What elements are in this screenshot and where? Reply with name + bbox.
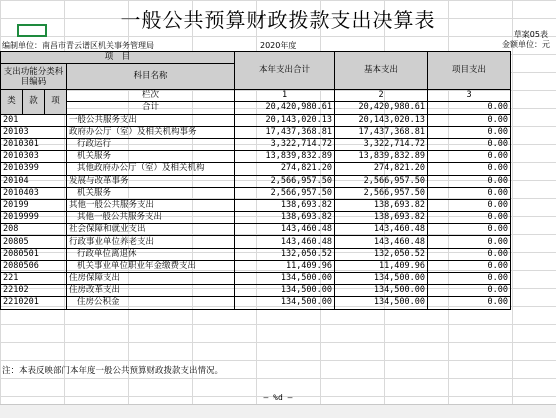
row-basic: 134,500.00 xyxy=(335,273,428,285)
row-project: 0.00 xyxy=(428,163,511,175)
row-subject-name: 机关服务 xyxy=(67,151,235,163)
row-code: 2010301 xyxy=(1,138,67,150)
row-basic: 138,693.82 xyxy=(335,199,428,211)
table-row xyxy=(1,151,511,163)
table-row xyxy=(1,126,511,138)
row-project: 0.00 xyxy=(428,114,511,126)
row-subject-name: 发展与改革事务 xyxy=(67,175,235,187)
row-project: 0.00 xyxy=(428,199,511,211)
row-subject-name: 机关服务 xyxy=(67,187,235,199)
header-lei: 类 xyxy=(1,90,23,114)
table-row xyxy=(1,285,511,297)
row-total: 2,566,957.50 xyxy=(235,175,335,187)
header-subject-name: 科目名称 xyxy=(67,64,235,90)
row-subject-name: 住房公积金 xyxy=(67,297,235,309)
header-project-expenditure: 项目支出 xyxy=(428,52,511,90)
row-subject-name: 其他一般公共服务支出 xyxy=(67,212,235,224)
row-project: 0.00 xyxy=(428,236,511,248)
table-row xyxy=(1,114,511,126)
row-subject-name: 政府办公厅（室）及相关机构事务 xyxy=(67,126,235,138)
row-basic: 134,500.00 xyxy=(335,285,428,297)
fiscal-year: 2020年度 xyxy=(260,41,297,50)
row-subject-name: 行政事业单位养老支出 xyxy=(67,236,235,248)
row-subject-name: 住房保障支出 xyxy=(67,273,235,285)
row-code: 22102 xyxy=(1,285,67,297)
row-project: 0.00 xyxy=(428,285,511,297)
header-function-code: 支出功能分类科目编码 xyxy=(1,64,67,90)
row-total: 11,409.96 xyxy=(235,260,335,272)
row-total: 134,500.00 xyxy=(235,285,335,297)
row-total: 138,693.82 xyxy=(235,199,335,211)
row-code: 208 xyxy=(1,224,67,236)
row-project: 0.00 xyxy=(428,212,511,224)
header-basic-expenditure: 基本支出 xyxy=(335,52,428,90)
row-total: 17,437,368.81 xyxy=(235,126,335,138)
row-total: 20,143,020.13 xyxy=(235,114,335,126)
row-project: 0.00 xyxy=(428,151,511,163)
horizontal-scrollbar[interactable] xyxy=(0,404,556,418)
row-subject-name: 社会保障和就业支出 xyxy=(67,224,235,236)
row-project: 0.00 xyxy=(428,273,511,285)
table-row xyxy=(1,187,511,199)
table-row xyxy=(1,199,511,211)
row-basic: 274,821.20 xyxy=(335,163,428,175)
expenditure-table xyxy=(0,51,511,310)
header-xiang: 项 xyxy=(45,90,67,114)
row-basic: 13,839,832.89 xyxy=(335,151,428,163)
row-basic: 2,566,957.50 xyxy=(335,175,428,187)
row-basic: 134,500.00 xyxy=(335,297,428,309)
row-basic: 11,409.96 xyxy=(335,260,428,272)
row-basic: 143,460.48 xyxy=(335,224,428,236)
sum-project: 0.00 xyxy=(428,102,511,114)
sum-label: 合计 xyxy=(67,102,235,114)
row-total: 138,693.82 xyxy=(235,212,335,224)
col-number-1: 1 xyxy=(235,90,335,102)
row-code: 2080506 xyxy=(1,260,67,272)
table-note: 注：本表反映部门本年度一般公共预算财政拨款支出情况。 xyxy=(2,366,224,376)
row-basic: 132,050.52 xyxy=(335,248,428,260)
sum-total: 20,420,980.61 xyxy=(235,102,335,114)
table-body xyxy=(1,114,511,309)
header-kuan: 款 xyxy=(23,90,45,114)
row-basic: 17,437,368.81 xyxy=(335,126,428,138)
organization-label: 编制单位：南昌市青云谱区机关事务管理局 xyxy=(2,41,154,50)
table-row xyxy=(1,224,511,236)
row-project: 0.00 xyxy=(428,187,511,199)
row-basic: 3,322,714.72 xyxy=(335,138,428,150)
row-code: 20199 xyxy=(1,199,67,211)
row-total: 13,839,832.89 xyxy=(235,151,335,163)
table-row xyxy=(1,138,511,150)
row-project: 0.00 xyxy=(428,297,511,309)
row-project: 0.00 xyxy=(428,175,511,187)
row-subject-name: 其他一般公共服务支出 xyxy=(67,199,235,211)
row-code: 20104 xyxy=(1,175,67,187)
row-code: 2080501 xyxy=(1,248,67,260)
row-total: 3,322,714.72 xyxy=(235,138,335,150)
row-total: 2,566,957.50 xyxy=(235,187,335,199)
sum-basic: 20,420,980.61 xyxy=(335,102,428,114)
row-basic: 20,143,020.13 xyxy=(335,114,428,126)
row-subject-name: 住房改革支出 xyxy=(67,285,235,297)
row-code: 201 xyxy=(1,114,67,126)
table-row xyxy=(1,260,511,272)
row-total: 143,460.48 xyxy=(235,236,335,248)
row-total: 134,500.00 xyxy=(235,273,335,285)
row-total: 274,821.20 xyxy=(235,163,335,175)
row-code: 221 xyxy=(1,273,67,285)
row-subject-name: 行政单位离退休 xyxy=(67,248,235,260)
page-number-footer: — %d — xyxy=(263,393,293,402)
form-number: 草案05表 xyxy=(513,30,548,39)
row-project: 0.00 xyxy=(428,138,511,150)
row-subject-name: 机关事业单位职业年金缴费支出 xyxy=(67,260,235,272)
row-project: 0.00 xyxy=(428,224,511,236)
row-total: 143,460.48 xyxy=(235,224,335,236)
currency-unit: 金额单位：元 xyxy=(502,40,550,49)
row-project: 0.00 xyxy=(428,260,511,272)
row-code: 2210201 xyxy=(1,297,67,309)
row-order-label: 栏次 xyxy=(67,90,235,102)
col-number-3: 3 xyxy=(428,90,511,102)
table-row xyxy=(1,248,511,260)
row-subject-name: 行政运行 xyxy=(67,138,235,150)
row-basic: 2,566,957.50 xyxy=(335,187,428,199)
table-row xyxy=(1,297,511,309)
row-code: 20805 xyxy=(1,236,67,248)
row-code: 2010303 xyxy=(1,151,67,163)
table-row xyxy=(1,163,511,175)
row-total: 134,500.00 xyxy=(235,297,335,309)
row-basic: 138,693.82 xyxy=(335,212,428,224)
table-row xyxy=(1,273,511,285)
table-row xyxy=(1,236,511,248)
row-total: 132,050.52 xyxy=(235,248,335,260)
row-project: 0.00 xyxy=(428,126,511,138)
table-row xyxy=(1,175,511,187)
row-subject-name: 其他政府办公厅（室）及相关机构 xyxy=(67,163,235,175)
document-title: 一般公共预算财政拨款支出决算表 xyxy=(120,8,436,32)
row-code: 2019999 xyxy=(1,212,67,224)
row-project: 0.00 xyxy=(428,248,511,260)
table-row xyxy=(1,212,511,224)
col-number-2: 2 xyxy=(335,90,428,102)
header-total-expenditure: 本年支出合计 xyxy=(235,52,335,90)
header-project: 项 目 xyxy=(1,52,235,64)
row-code: 2010399 xyxy=(1,163,67,175)
row-basic: 143,460.48 xyxy=(335,236,428,248)
row-code: 2010403 xyxy=(1,187,67,199)
row-code: 20103 xyxy=(1,126,67,138)
row-subject-name: 一般公共服务支出 xyxy=(67,114,235,126)
